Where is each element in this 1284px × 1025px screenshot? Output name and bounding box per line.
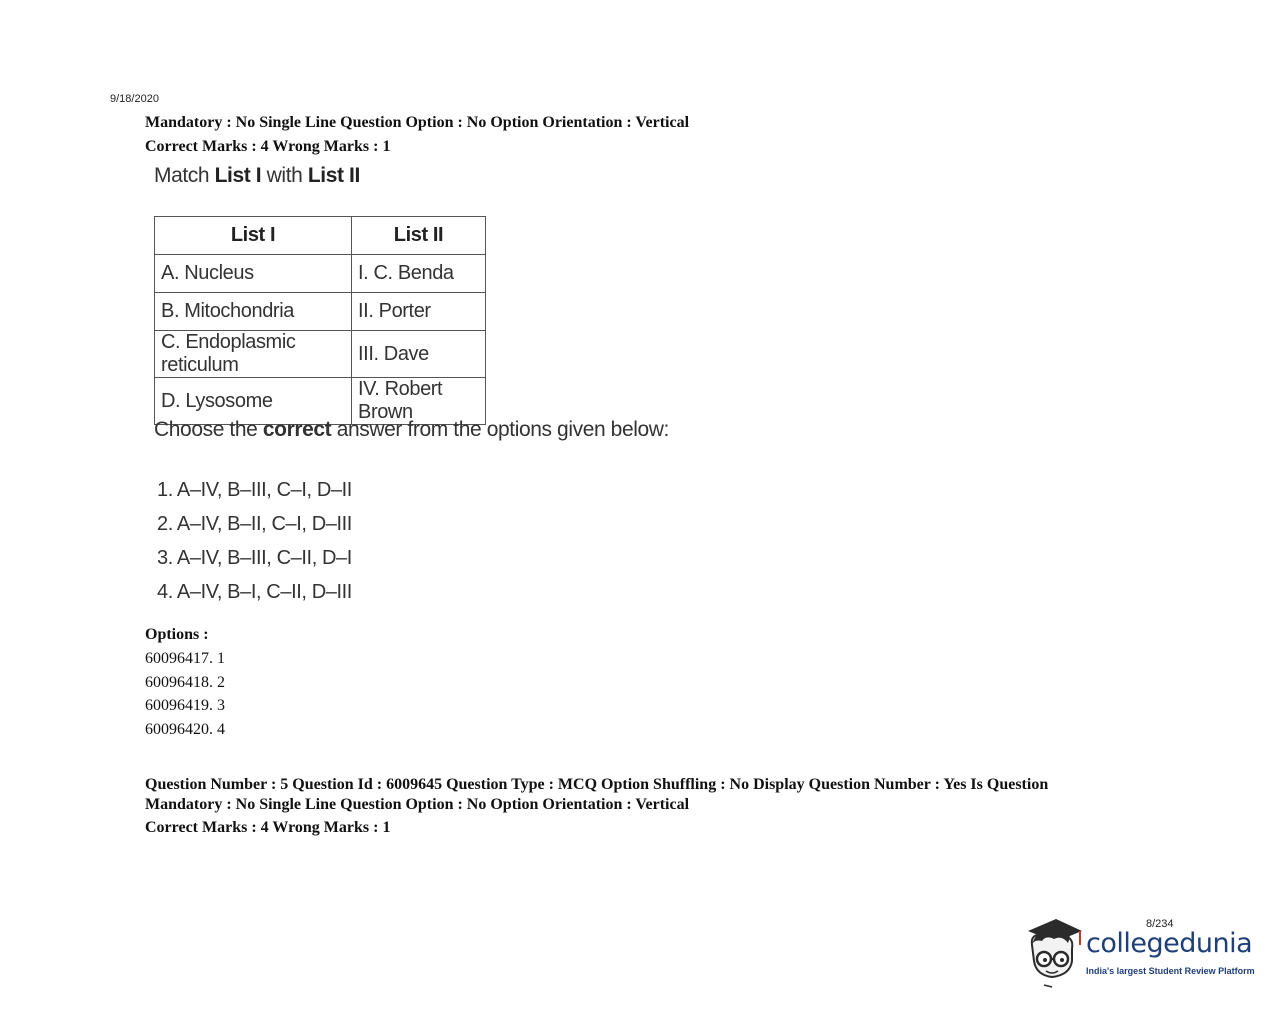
table-cell: III. Dave <box>352 331 486 378</box>
question-meta-line1: Mandatory : No Single Line Question Option : No Option Orientation : Vertical <box>145 114 690 131</box>
table-cell: A. Nucleus <box>155 255 352 293</box>
table-cell: II. Porter <box>352 293 486 331</box>
list-item: 4. A–IV, B–I, C–II, D–III <box>157 581 352 603</box>
collegedunia-logo-text: collegedunia <box>1086 928 1253 959</box>
option-item: 60096418. 2 <box>145 674 225 691</box>
option-item: 60096417. 1 <box>145 650 225 667</box>
next-question-meta-line1: Question Number : 5 Question Id : 6009645 Question Type : MCQ Option Shuffling : No Display Question Number : Yes Is Question <box>145 776 1049 793</box>
table-row <box>155 331 486 378</box>
list-item: 3. A–IV, B–III, C–II, D–I <box>157 547 352 569</box>
choose-instruction: Choose the correct answer from the options given below: <box>154 418 669 441</box>
question-meta-marks: Correct Marks : 4 Wrong Marks : 1 <box>145 138 391 155</box>
table-row <box>155 293 486 331</box>
answer-list <box>157 475 352 611</box>
question-title: Match List I with List II <box>154 164 360 187</box>
table-cell: C. Endoplasmic reticulum <box>155 331 352 378</box>
table-cell: I. C. Benda <box>352 255 486 293</box>
print-date: 9/18/2020 <box>110 93 159 105</box>
options-label: Options : <box>145 626 209 643</box>
table-row <box>155 255 486 293</box>
next-question-meta-line2: Mandatory : No Single Line Question Option : No Option Orientation : Vertical <box>145 796 690 813</box>
table-cell: D. Lysosome <box>155 378 352 425</box>
match-table <box>154 216 486 425</box>
logo-tagline: India's largest Student Review Platform <box>1086 966 1255 976</box>
option-item: 60096420. 4 <box>145 721 225 738</box>
option-item: 60096419. 3 <box>145 697 225 714</box>
next-question-marks: Correct Marks : 4 Wrong Marks : 1 <box>145 819 391 836</box>
list-item: 1. A–IV, B–III, C–I, D–II <box>157 479 352 501</box>
list-item: 2. A–IV, B–II, C–I, D–III <box>157 513 352 535</box>
page-number: 8/234 <box>1146 918 1174 930</box>
table-header-list2: List II <box>352 217 486 255</box>
table-header-list1: List I <box>155 217 352 255</box>
table-cell: IV. Robert Brown <box>352 378 486 425</box>
table-cell: B. Mitochondria <box>155 293 352 331</box>
